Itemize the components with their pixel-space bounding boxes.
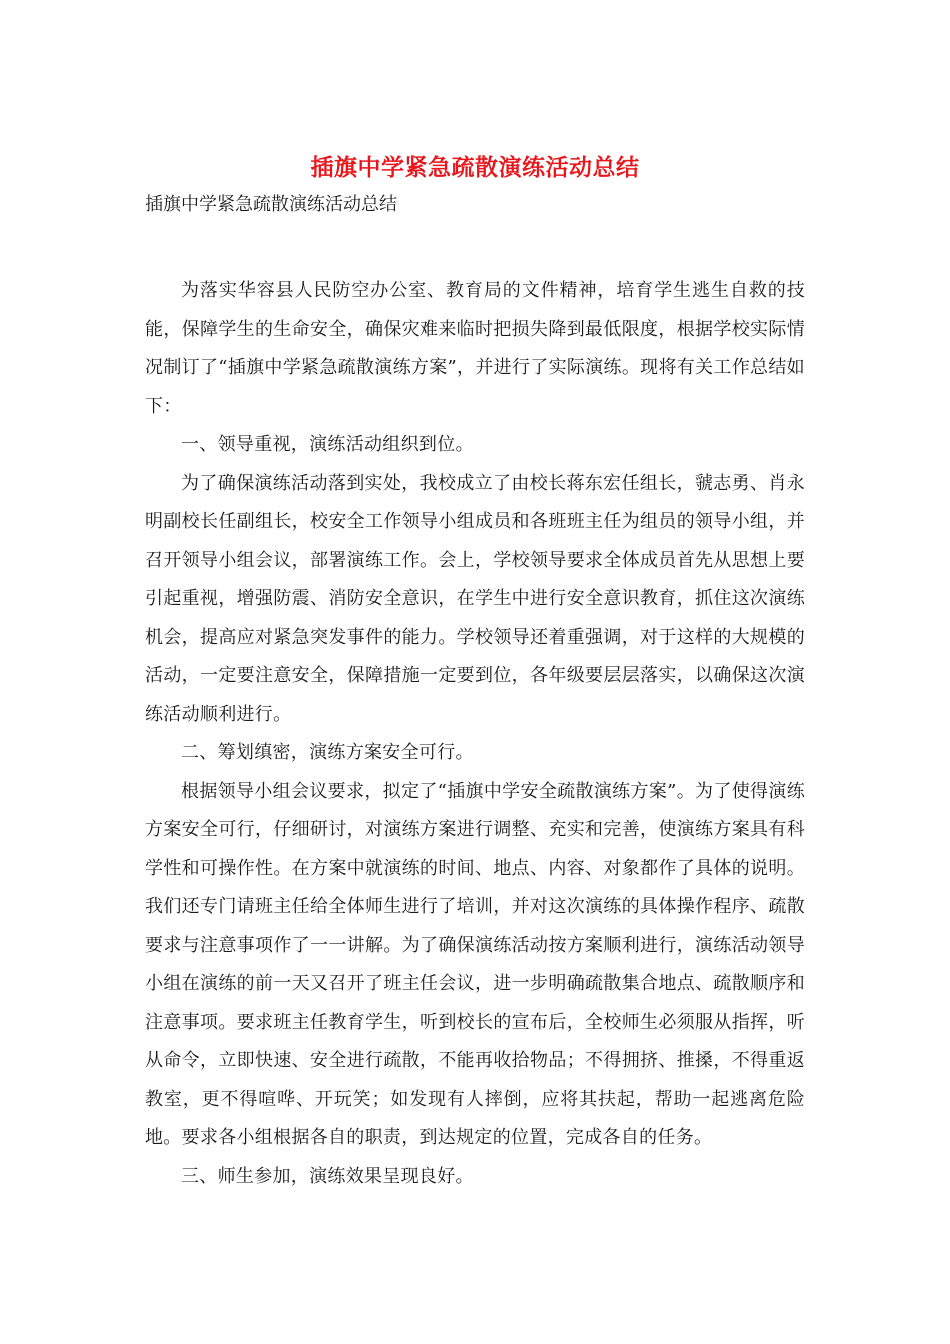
document-subtitle: 插旗中学紧急疏散演练活动总结: [145, 194, 397, 215]
paragraph-intro: 为落实华容县人民防空办公室、教育局的文件精神，培育学生逃生自救的技能，保障学生的生命安全，确保灾难来临时把损失降到最低限度，根据学校实际情况制订了“插旗中学紧急疏散演练方案”，并进行了实际演练。现将有关工作总结如下：: [145, 280, 805, 417]
paragraph-section-2: 根据领导小组会议要求，拟定了“插旗中学安全疏散演练方案”。为了使得演练方案安全可行，仔细研讨，对演练方案进行调整、充实和完善，使演练方案具有科学性和可操作性。在方案中就演练的时间、地点、内容、对象都作了具体的说明。我们还专门请班主任给全体师生进行了培训，并对这次演练的具体操作程序、疏散要求与注意事项作了一一讲解。为了确保演练活动按方案顺利进行，演练活动领导小组在演练的前一天又召开了班主任会议，进一步明确疏散集合地点、疏散顺序和注意事项。要求班主任教育学生，听到校长的宣布后，全校师生必须服从指挥，听从命令，立即快速、安全进行疏散，不能再收拾物品；不得拥挤、推搡，不得重返教室，更不得喧哗、开玩笑；如发现有人摔倒，应将其扶起，帮助一起逃离危险地。要求各小组根据各自的职责，到达规定的位置，完成各自的任务。: [145, 780, 805, 1148]
paragraph-section-1: 为了确保演练活动落到实处，我校成立了由校长蒋东宏任组长，虢志勇、肖永明副校长任副组长，校安全工作领导小组成员和各班班主任为组员的领导小组，并召开领导小组会议，部署演练工作。会上，学校领导要求全体成员首先从思想上要引起重视，增强防震、消防安全意识，在学生中进行安全意识教育，抓住这次演练机会，提高应对紧急突发事件的能力。学校领导还着重强调，对于这样的大规模的活动，一定要注意安全，保障措施一定要到位，各年级要层层落实，以确保这次演练活动顺利进行。: [145, 472, 805, 725]
document-title: 插旗中学紧急疏散演练活动总结: [310, 154, 640, 181]
section-heading-3: 三、师生参加，演练效果呈现良好。: [181, 1165, 474, 1187]
section-heading-1: 一、领导重视，演练活动组织到位。: [181, 434, 474, 455]
blank-line: [145, 220, 805, 272]
document-page: [145, 150, 805, 1196]
section-heading-2: 二、筹划缜密，演练方案安全可行。: [181, 742, 474, 763]
